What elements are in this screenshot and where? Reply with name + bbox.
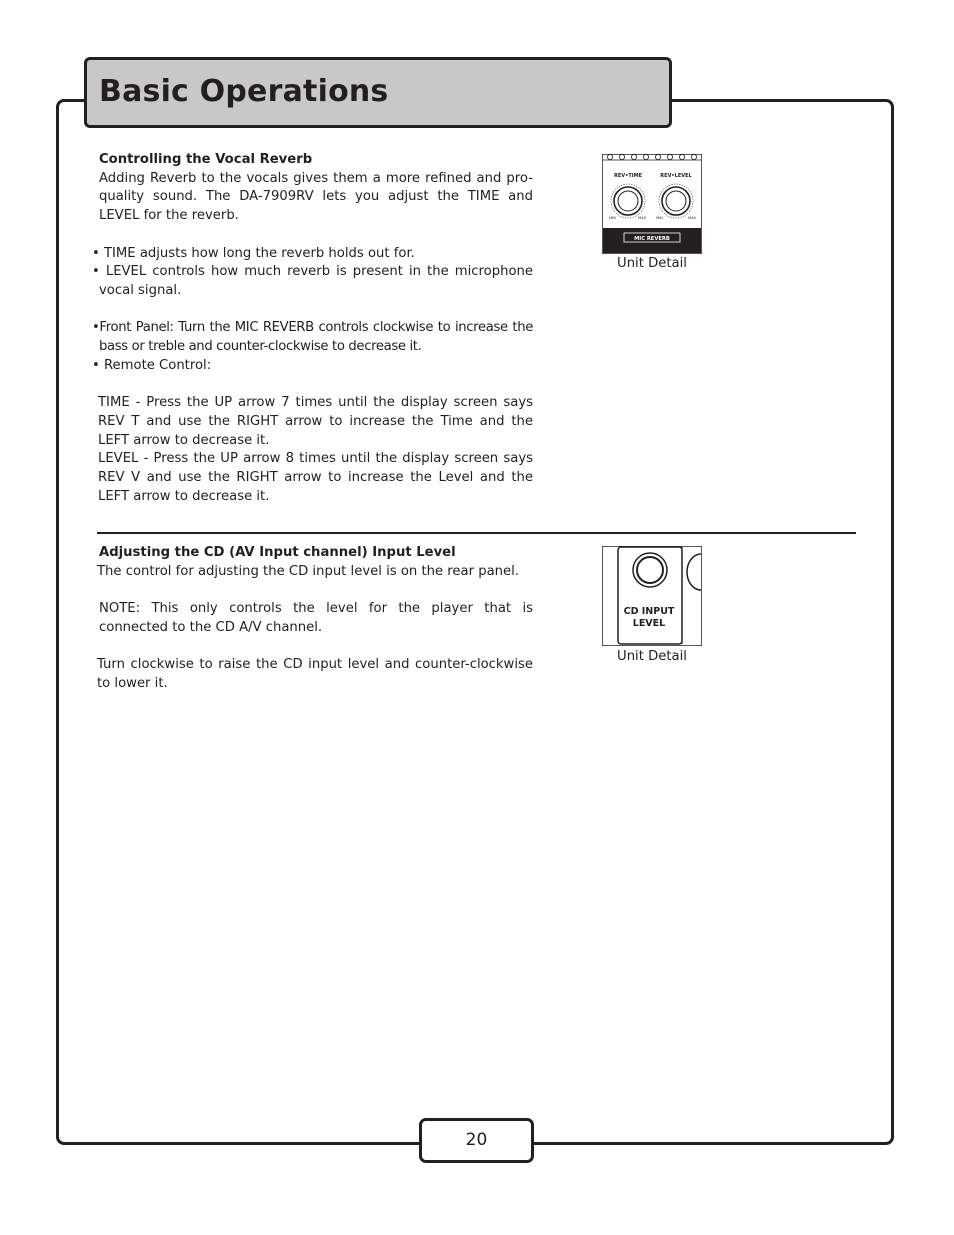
page-number: 20 [419,1118,534,1163]
level-instructions: LEVEL - Press the UP arrow 8 times until the display screen says REV V and use the RIGHT arrow to increase the Level and the LEFT arrow to decrease it. [98,451,533,504]
note-text: NOTE: This only controls the level for the player that is connected to the CD A/V channel. [99,601,533,635]
knob2-label: REV•LEVEL [660,173,692,179]
section-divider [97,532,856,534]
max-label: MAX [638,216,647,220]
title-tab [84,57,672,128]
bullet-level: • LEVEL controls how much reverb is present in the microphone vocal signal. [92,264,533,298]
time-instructions: TIME - Press the UP arrow 7 times until the display screen says REV T and use the RIGHT arrow to increase the Time and the LEFT arrow to decrease it. [98,395,533,448]
section-cd-input [92,544,533,694]
turn-text: Turn clockwise to raise the CD input level and counter-clockwise to lower it. [97,657,533,691]
cd-input-figure [602,546,702,646]
section-intro: Adding Reverb to the vocals gives them a more refined and pro-quality sound. The DA-7909RV lets you adjust the TIME and LEVEL for the reverb. [99,170,533,224]
min-label: MIN [656,216,663,220]
remote-control-text: • Remote Control: [92,357,212,373]
section-heading: Controlling the Vocal Reverb [99,152,313,167]
level-label: LEVEL [632,618,666,629]
section-heading: Adjusting the CD (AV Input channel) Input Level [99,545,456,560]
front-panel-text: •Front Panel: Turn the MIC REVERB controls clockwise to increase the bass or treble and counter-clockwise to decrease it. [92,320,533,354]
cd-input-knob [633,553,667,587]
bullet-time: • TIME adjusts how long the reverb holds out for. [92,245,415,261]
cd-input-label: CD INPUT [623,606,675,617]
figure-caption: Unit Detail [617,649,687,664]
section-intro: The control for adjusting the CD input level is on the rear panel. [97,563,519,579]
knob1-label: REV•TIME [614,173,642,179]
mic-reverb-label: MIC REVERB [634,236,670,242]
max-label: MAX [688,216,697,220]
min-label: MIN [609,216,616,220]
mic-reverb-figure [602,154,702,254]
figure-caption: Unit Detail [617,256,687,271]
page-title: Basic Operations [99,74,389,109]
section-vocal-reverb [92,151,533,506]
